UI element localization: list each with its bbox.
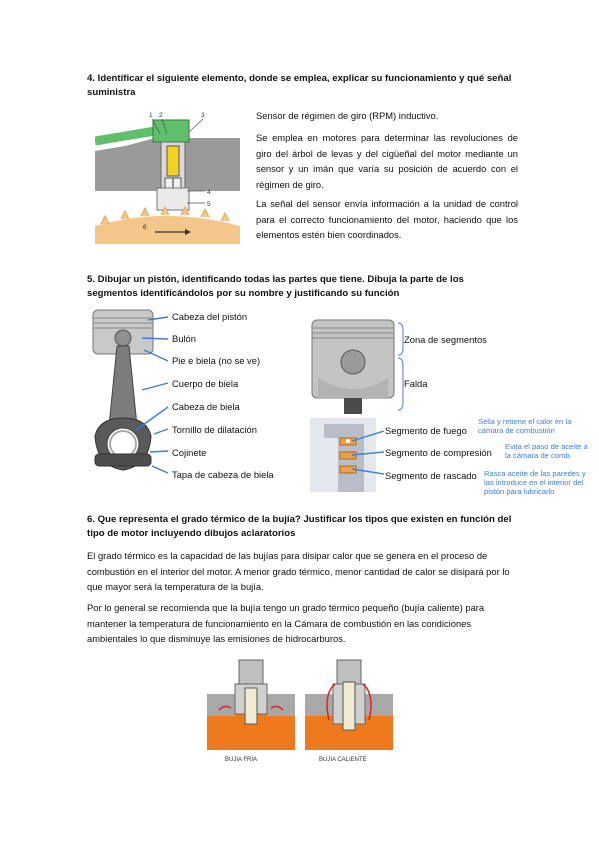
ring-fuego-note: Sella y retiene el calor en la cámara de combustión [478, 417, 572, 435]
label-cojinete: Cojinete [172, 447, 207, 458]
q6-paragraph-1: El grado térmico es la capacidad de las bujías para disipar calor que se genera en el proceso de combustión en el interior del motor. A menor grado térmico, menor cantidad de calor se disipará por lo que mayor será la temperatura de la bujía. [87, 550, 510, 592]
fig-number-6: 6 [143, 224, 147, 231]
fig-number-2: 2 [159, 112, 163, 119]
label-cuerpo-biela: Cuerpo de biela [172, 378, 239, 389]
q4-answer-p2: La señal del sensor envía información a la unidad de control para el correcto funcionamiento del motor, haciendo que los elementos estén bien coordinados. [256, 198, 518, 240]
piston-zones-figure [308, 318, 398, 414]
rpm-sensor-figure [95, 106, 240, 244]
label-bulon: Bulón [172, 333, 196, 344]
q4-answer-title: Sensor de régimen de giro (RPM) inductivo. [256, 110, 439, 121]
q6-heading: 6. Que representa el grado térmico de la bujía? Justificar los tipos que existen en función del tipo de motor incluyendo dibujos aclaratorios [87, 514, 512, 539]
q4-answer-p1: Se emplea en motores para determinar las revoluciones de giro del árbol de levas y del cigüeñal del motor mediante un sensor y un imán que varía su posición de acuerdo con el régimen de giro. [256, 132, 518, 190]
label-zona-segmentos: Zona de segmentos [404, 334, 487, 345]
q6-paragraph-2: Por lo general se recomienda que la bujía tengo un grado térmico pequeño (bujía caliente) para mantener la temperatura de funcionamiento en la Cámara de combustión en las condiciones ambientales lo que disminuye las emisiones de hidrocarburos. [87, 602, 485, 644]
q5-heading: 5. Dibujar un pistón, identificando todas las partes que tiene. Dibuja la parte de los segmentos identificándolos por su nombre y justificando su función [87, 274, 464, 299]
label-pie-biela: Pie e biela (no se ve) [172, 355, 261, 366]
label-cabeza-piston: Cabeza del pistón [172, 311, 248, 322]
ring-rascado-note: Rasca aceite de las paredes y las introduce en el interior del pistón para lubricarlo [484, 469, 586, 496]
hot-plug-caption: BUJIA CALIENTE [319, 757, 367, 763]
spark-plug-figure [207, 654, 393, 764]
ring-fuego-name: Segmento de fuego [385, 425, 467, 436]
fig-number-4: 4 [207, 189, 211, 196]
label-tapa-cabeza-biela: Tapa de cabeza de biela [172, 469, 274, 480]
label-tornillo-dilatacion: Tornillo de dilatación [172, 424, 257, 435]
piston-label-arrows [130, 310, 170, 480]
ring-label-arrows [346, 426, 386, 476]
ring-compresion-note: Evita el paso de aceite a la cámara de comb. [505, 442, 588, 460]
fig-number-3: 3 [201, 112, 205, 119]
label-cabeza-biela: Cabeza de biela [172, 401, 240, 412]
fig-number-1: 1 [149, 112, 153, 119]
q4-heading: 4. Identificar el siguiente elemento, donde se emplea, explicar su funcionamiento y qué señal suministra [87, 73, 512, 98]
ring-compresion-name: Segmento de compresión [385, 447, 492, 458]
ring-rascado-name: Segmento de rascado [385, 470, 477, 481]
fig-number-5: 5 [207, 201, 211, 208]
label-falda: Falda [404, 378, 428, 389]
cold-plug-caption: BUJIA FRIA [225, 757, 258, 763]
